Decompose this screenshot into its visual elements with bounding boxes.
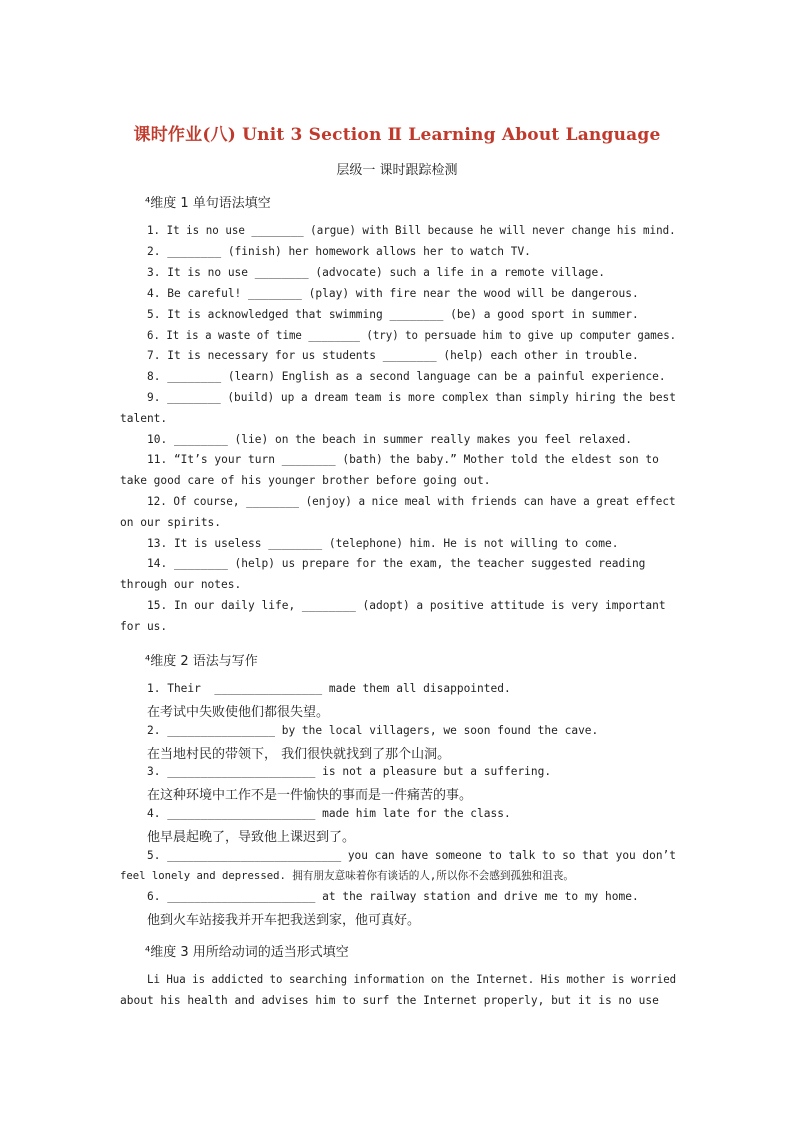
exercise-line: 1. Their ________________ made them all disappointed. — [147, 682, 511, 695]
exercise-line: 1. It is no use ________ (argue) with Bill because he will never change his mind. — [147, 224, 676, 237]
translation-line: 他到火车站接我并开车把我送到家，他可真好。 — [147, 913, 421, 928]
section-3-heading: ⁴维度 3 用所给动词的适当形式填空 — [145, 945, 349, 960]
exercise-line: 12. Of course, ________ (enjoy) a nice meal with friends can have a great effect — [147, 495, 676, 508]
exercise-line: take good care of his younger brother before going out. — [120, 474, 491, 487]
exercise-line: 4. ______________________ made him late for the class. — [147, 807, 511, 820]
exercise-line: talent. — [120, 412, 168, 425]
passage-line: about his health and advises him to surf the Internet properly, but it is no use — [120, 994, 659, 1007]
exercise-line: 2. ________ (finish) her homework allows her to watch TV. — [147, 245, 531, 258]
page-subtitle: 层级一 课时跟踪检测 — [336, 163, 458, 178]
exercise-line: 14. ________ (help) us prepare for the exam, the teacher suggested reading — [147, 557, 646, 570]
exercise-line: feel lonely and depressed. 拥有朋友意味着你有谈话的人,所以你不会感到孤独和沮丧。 — [120, 870, 575, 882]
exercise-line: 9. ________ (build) up a dream team is more complex than simply hiring the best — [147, 391, 676, 404]
exercise-line: 7. It is necessary for us students ________ (help) each other in trouble. — [147, 349, 639, 362]
section-2-heading: ⁴维度 2 语法与写作 — [145, 654, 258, 669]
exercise-line: 15. In our daily life, ________ (adopt) a positive attitude is very important — [147, 599, 666, 612]
exercise-line: 4. Be careful! ________ (play) with fire near the wood will be dangerous. — [147, 287, 639, 300]
exercise-line: 5. __________________________ you can have someone to talk to so that you don’t — [147, 849, 676, 862]
passage-line: Li Hua is addicted to searching information on the Internet. His mother is worried — [147, 973, 677, 986]
exercise-line: 3. It is no use ________ (advocate) such a life in a remote village. — [147, 266, 606, 279]
page-title: 课时作业(八) Unit 3 Section Ⅱ Learning About Language — [133, 125, 661, 145]
exercise-line: through our notes. — [120, 578, 242, 591]
exercise-line: 5. It is acknowledged that swimming ________ (be) a good sport in summer. — [147, 308, 639, 321]
exercise-line: on our spirits. — [120, 516, 222, 529]
translation-line: 他早晨起晚了，导致他上课迟到了。 — [147, 830, 356, 845]
exercise-line: 6. It is a waste of time ________ (try) to persuade him to give up computer games. — [147, 329, 677, 342]
translation-line: 在考试中失败使他们都很失望。 — [147, 705, 330, 720]
exercise-line: 13. It is useless ________ (telephone) him. He is not willing to come. — [147, 537, 619, 550]
exercise-line: 6. ______________________ at the railway station and drive me to my home. — [147, 890, 639, 903]
section-1-heading: ⁴维度 1 单句语法填空 — [145, 196, 271, 211]
translation-line: 在当地村民的带领下， 我们很快就找到了那个山洞。 — [147, 747, 451, 762]
exercise-line: 3. ______________________ is not a pleasure but a suffering. — [147, 765, 552, 778]
exercise-line: 11. “It’s your turn ________ (bath) the baby.” Mother told the eldest son to — [147, 453, 659, 466]
translation-line: 在这种环境中工作不是一件愉快的事而是一件痛苦的事。 — [147, 788, 473, 803]
exercise-line: 2. ________________ by the local villagers, we soon found the cave. — [147, 724, 599, 737]
exercise-line: for us. — [120, 620, 168, 633]
exercise-line: 10. ________ (lie) on the beach in summer really makes you feel relaxed. — [147, 433, 632, 446]
exercise-line: 8. ________ (learn) English as a second language can be a painful experience. — [147, 370, 666, 383]
